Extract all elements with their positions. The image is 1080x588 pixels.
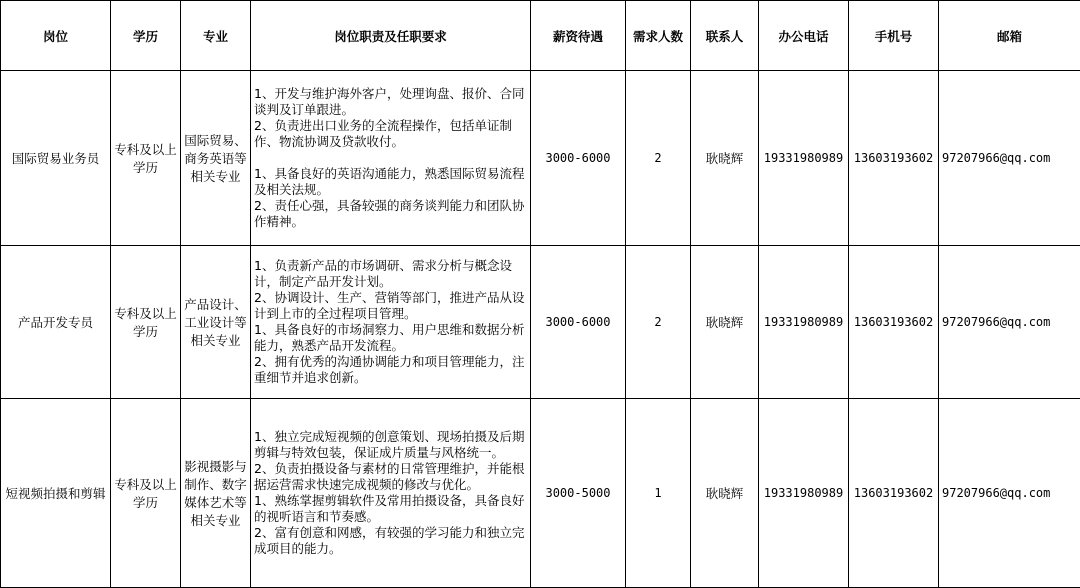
duty-line: 1、独立完成短视频的创意策划、现场拍摄及后期剪辑与特效包装，保证成片质量与风格统一。 [254,429,527,461]
cell-education: 专科及以上学历 [111,246,181,399]
cell-mobile: 13603193602 [849,399,939,588]
cell-email: 97207966@qq.com [939,399,1080,588]
cell-education: 专科及以上学历 [111,399,181,588]
cell-headcount: 2 [626,246,691,399]
cell-office-phone: 19331980989 [759,71,849,246]
cell-office-phone: 19331980989 [759,246,849,399]
cell-salary: 3000-6000 [531,71,626,246]
header-office-phone: 办公电话 [759,1,849,71]
table-row [1,71,1080,246]
cell-office-phone: 19331980989 [759,399,849,588]
header-major: 专业 [181,1,251,71]
cell-salary: 3000-6000 [531,246,626,399]
cell-contact: 耿晓辉 [691,71,759,246]
cell-contact: 耿晓辉 [691,246,759,399]
requirement-line: 1、具备良好的市场洞察力、用户思维和数据分析能力，熟悉产品开发流程。 [254,322,527,354]
cell-position: 国际贸易业务员 [1,71,111,246]
cell-headcount: 1 [626,399,691,588]
requirement-line: 2、拥有优秀的沟通协调能力和项目管理能力，注重细节并追求创新。 [254,354,527,386]
cell-mobile: 13603193602 [849,246,939,399]
table-header-row [1,1,1080,71]
cell-mobile: 13603193602 [849,71,939,246]
header-email: 邮箱 [939,1,1080,71]
header-headcount: 需求人数 [626,1,691,71]
duty-line: 2、负责拍摄设备与素材的日常管理维护，并能根据运营需求快速完成视频的修改与优化。 [254,461,527,493]
requirement-line: 1、熟练掌握剪辑软件及常用拍摄设备，具备良好的视听语言和节奏感。 [254,493,527,525]
table-row [1,399,1080,588]
header-contact: 联系人 [691,1,759,71]
duty-line: 2、负责进出口业务的全流程操作，包括单证制作、物流协调及贷款收付。 [254,118,527,150]
header-salary: 薪资待遇 [531,1,626,71]
header-mobile: 手机号 [849,1,939,71]
cell-email: 97207966@qq.com [939,71,1080,246]
table-row [1,246,1080,399]
duty-line: 1、负责新产品的市场调研、需求分析与概念设计，制定产品开发计划。 [254,258,527,290]
cell-education: 专科及以上学历 [111,71,181,246]
requirement-line: 1、具备良好的英语沟通能力，熟悉国际贸易流程及相关法规。 [254,166,527,198]
cell-major: 产品设计、工业设计等相关专业 [181,246,251,399]
cell-position: 产品开发专员 [1,246,111,399]
cell-major: 国际贸易、商务英语等相关专业 [181,71,251,246]
cell-position: 短视频拍摄和剪辑 [1,399,111,588]
requirement-line: 2、富有创意和网感，有较强的学习能力和独立完成项目的能力。 [254,525,527,557]
cell-headcount: 2 [626,71,691,246]
header-duties: 岗位职责及任职要求 [251,1,531,71]
header-position: 岗位 [1,1,111,71]
cell-email: 97207966@qq.com [939,246,1080,399]
header-education: 学历 [111,1,181,71]
cell-major: 影视摄影与制作、数字媒体艺术等相关专业 [181,399,251,588]
cell-contact: 耿晓辉 [691,399,759,588]
cell-duties [251,246,531,399]
duty-line: 1、开发与维护海外客户，处理询盘、报价、合同谈判及订单跟进。 [254,86,527,118]
cell-salary: 3000-5000 [531,399,626,588]
duty-line: 2、协调设计、生产、营销等部门，推进产品从设计到上市的全过程项目管理。 [254,290,527,322]
requirement-line: 2、责任心强，具备较强的商务谈判能力和团队协作精神。 [254,198,527,230]
cell-duties [251,399,531,588]
cell-duties [251,71,531,246]
